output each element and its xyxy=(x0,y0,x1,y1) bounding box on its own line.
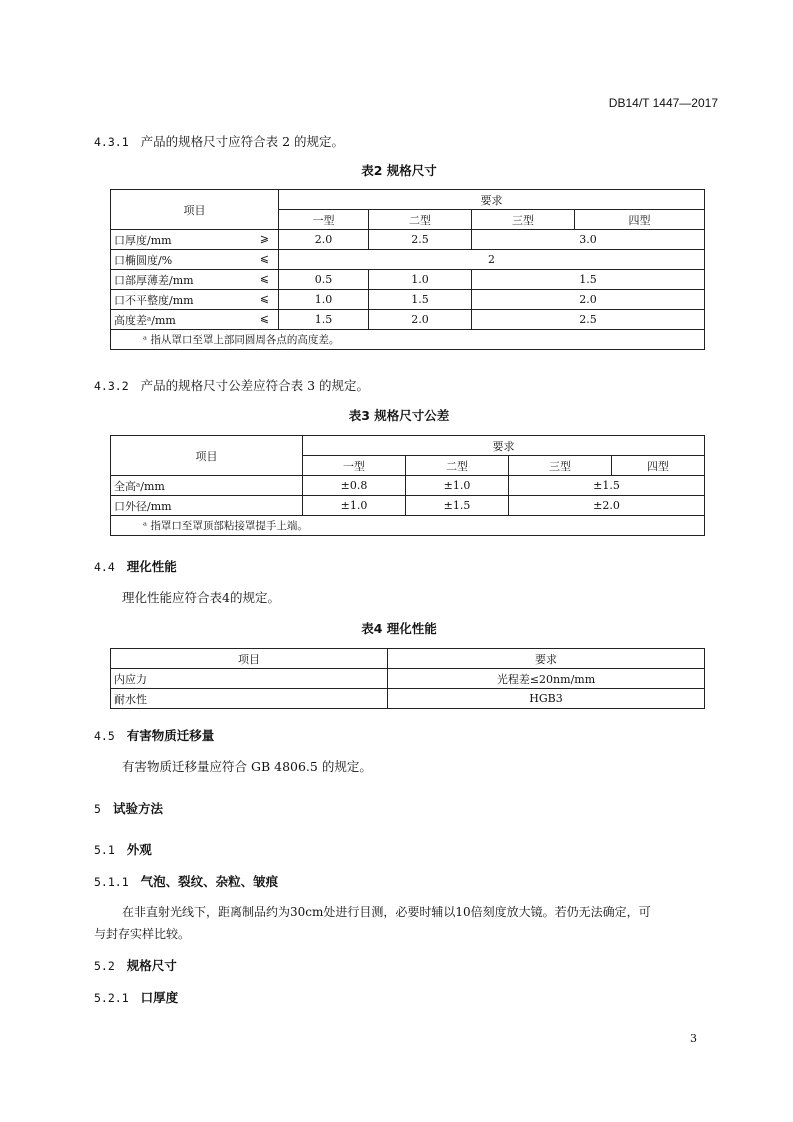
table3-type: 三型 xyxy=(509,456,612,476)
row-label: 口外径/mm xyxy=(111,496,303,516)
table2-type: 一型 xyxy=(279,210,369,230)
section-number: 5.2 xyxy=(94,959,115,973)
row-label: 口不平整度/mm ⩽ xyxy=(111,290,279,310)
table4-caption: 表4 理化性能 xyxy=(361,621,437,636)
page-number: 3 xyxy=(690,1032,697,1045)
section-5-1-heading xyxy=(94,840,152,858)
cell: 2.0 xyxy=(472,290,705,310)
table-row xyxy=(111,496,705,516)
cell: 0.5 xyxy=(279,270,369,290)
clause-4-3-2 xyxy=(94,376,369,394)
table2-type: 二型 xyxy=(369,210,472,230)
table4-header-item: 项目 xyxy=(111,649,388,669)
section-title: 有害物质迁移量 xyxy=(126,728,215,743)
section-5-1-1-text-line2: 与封存实样比较。 xyxy=(94,927,191,941)
section-4-4-heading xyxy=(94,557,177,575)
cell: 1.5 xyxy=(279,310,369,330)
cell: 2 xyxy=(279,250,705,270)
cell: 2.5 xyxy=(369,230,472,250)
section-4-4-text: 理化性能应符合表4的规定。 xyxy=(122,590,280,605)
table3-header-item: 项目 xyxy=(111,436,303,476)
cell: ±1.5 xyxy=(406,496,509,516)
cell: 2.0 xyxy=(279,230,369,250)
table4-physchem xyxy=(110,648,705,709)
standard-code: DB14/T 1447—2017 xyxy=(608,96,718,110)
section-number: 5.2.1 xyxy=(94,991,129,1005)
section-number: 5.1.1 xyxy=(94,875,129,889)
section-5-1-1-text-line1: 在非直射光线下，距离制品约为30cm处进行目测，必要时辅以10倍刻度放大镜。若仍无法确定，可 xyxy=(122,905,651,919)
section-title: 口厚度 xyxy=(140,990,179,1005)
table2-type: 四型 xyxy=(575,210,705,230)
cell: 1.5 xyxy=(369,290,472,310)
cell: HGB3 xyxy=(388,689,705,709)
table3-size-tolerance xyxy=(110,435,705,536)
section-5-2-1-heading xyxy=(94,988,178,1006)
table-row xyxy=(111,476,705,496)
section-4-5-heading xyxy=(94,726,214,744)
row-label: 口厚度/mm ⩾ xyxy=(111,230,279,250)
table-row xyxy=(111,290,705,310)
table-row xyxy=(111,689,705,709)
clause-number: 4.3.1 xyxy=(94,135,129,149)
table-row xyxy=(111,250,705,270)
cell: 1.0 xyxy=(279,290,369,310)
table4-header-req: 要求 xyxy=(388,649,705,669)
clause-4-3-1 xyxy=(94,132,344,150)
section-number: 4.5 xyxy=(94,729,115,743)
table2-size-spec xyxy=(110,189,705,350)
section-title: 气泡、裂纹、杂粒、皱痕 xyxy=(140,874,279,889)
clause-number: 4.3.2 xyxy=(94,379,129,393)
cell: 1.0 xyxy=(369,270,472,290)
table3-type: 一型 xyxy=(303,456,406,476)
section-title: 理化性能 xyxy=(126,559,177,574)
section-number: 5 xyxy=(94,802,101,816)
clause-text: 产品的规格尺寸应符合表 2 的规定。 xyxy=(140,134,345,149)
row-label: 口椭圆度/% ⩽ xyxy=(111,250,279,270)
section-5-heading xyxy=(94,799,163,817)
section-5-1-1-heading xyxy=(94,872,278,890)
section-title: 外观 xyxy=(126,842,152,857)
table3-caption: 表3 规格尺寸公差 xyxy=(348,408,450,423)
table2-footnote: ᵃ 指从罩口至罩上部同圆周各点的高度差。 xyxy=(111,330,705,350)
cell: ±2.0 xyxy=(509,496,705,516)
cell: ±0.8 xyxy=(303,476,406,496)
table3-type: 四型 xyxy=(612,456,705,476)
section-number: 5.1 xyxy=(94,843,115,857)
section-4-5-text: 有害物质迁移量应符合 GB 4806.5 的规定。 xyxy=(122,759,372,774)
table-row xyxy=(111,230,705,250)
cell: 2.0 xyxy=(369,310,472,330)
cell: 光程差≤20nm/mm xyxy=(388,669,705,689)
section-title: 试验方法 xyxy=(112,801,163,816)
table2-type: 三型 xyxy=(472,210,575,230)
table3-type: 二型 xyxy=(406,456,509,476)
cell: 1.5 xyxy=(472,270,705,290)
row-label: 高度差ᵃ/mm ⩽ xyxy=(111,310,279,330)
table2-header-req: 要求 xyxy=(279,190,705,210)
table2-header-item: 项目 xyxy=(111,190,279,230)
clause-text: 产品的规格尺寸公差应符合表 3 的规定。 xyxy=(140,378,370,393)
table3-footnote: ᵃ 指罩口至罩顶部粘接罩提手上端。 xyxy=(111,516,705,536)
table3-header-req: 要求 xyxy=(303,436,705,456)
row-label: 口部厚薄差/mm ⩽ xyxy=(111,270,279,290)
row-label: 内应力 xyxy=(111,669,388,689)
row-label: 耐水性 xyxy=(111,689,388,709)
cell: ±1.0 xyxy=(406,476,509,496)
table-row xyxy=(111,669,705,689)
section-number: 4.4 xyxy=(94,560,115,574)
section-title: 规格尺寸 xyxy=(126,958,177,973)
section-5-2-heading xyxy=(94,956,177,974)
cell: 3.0 xyxy=(472,230,705,250)
table-row xyxy=(111,310,705,330)
row-label: 全高ᵃ/mm xyxy=(111,476,303,496)
cell: 2.5 xyxy=(472,310,705,330)
cell: ±1.0 xyxy=(303,496,406,516)
table-row xyxy=(111,270,705,290)
cell: ±1.5 xyxy=(509,476,705,496)
table2-caption: 表2 规格尺寸 xyxy=(361,163,437,178)
